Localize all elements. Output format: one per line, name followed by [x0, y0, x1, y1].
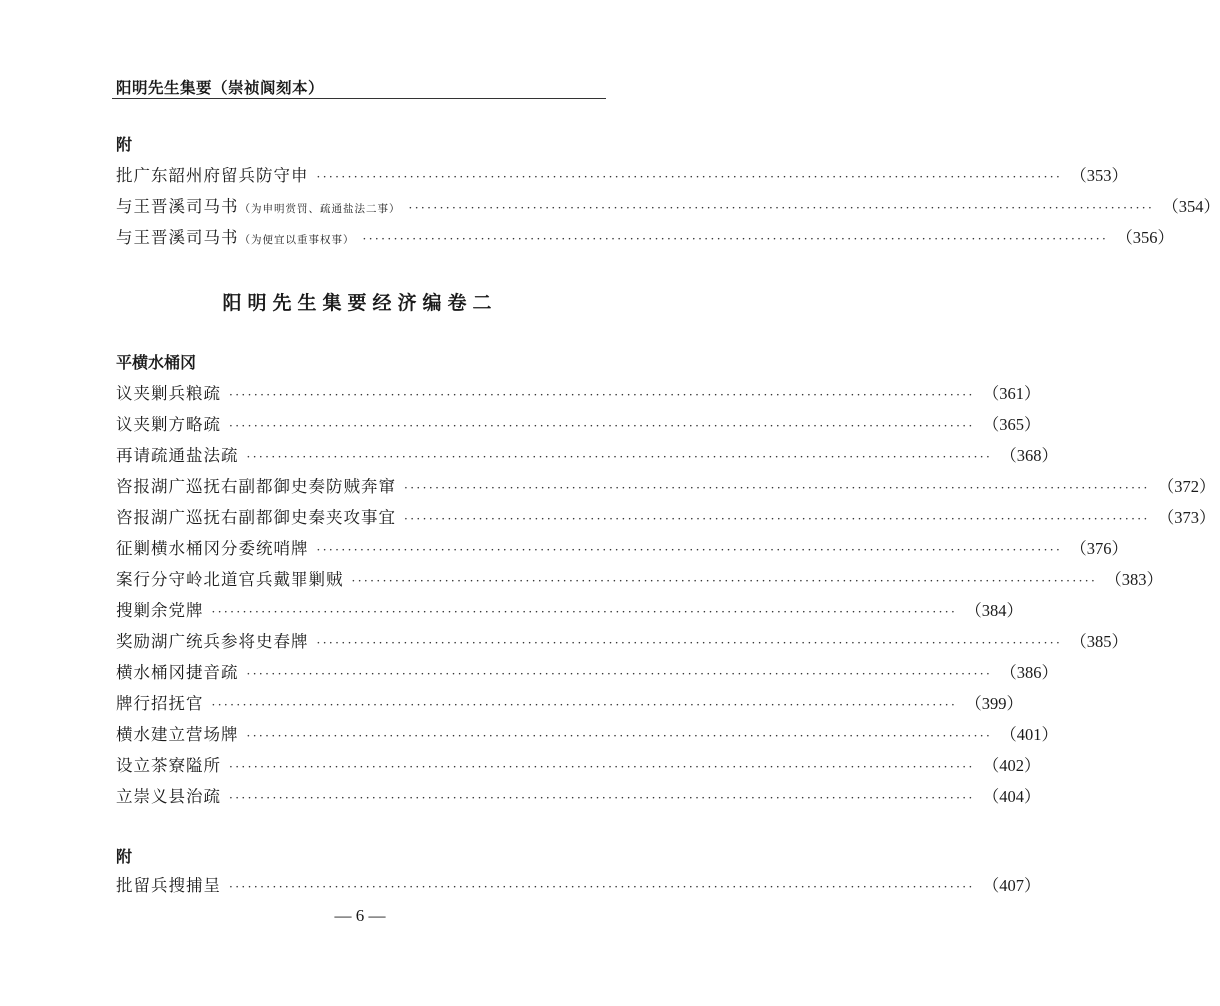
toc-entry-page: （353） — [1070, 166, 1128, 185]
toc-entry — [116, 597, 1023, 621]
toc-entry-page: （401） — [1000, 725, 1058, 744]
toc-entry — [116, 473, 1216, 497]
toc-entry — [116, 442, 1058, 466]
toc-entry-title: 横水桶冈捷音疏 — [116, 663, 239, 682]
dot-leader: ························································································································ — [229, 880, 975, 894]
toc-entry-page: （361） — [982, 384, 1041, 403]
toc-entry-title: 咨报湖广巡抚右副都御史秦夹攻事宜 — [116, 508, 396, 527]
toc-entry-page: （356） — [1116, 228, 1174, 247]
toc-entry — [116, 628, 1128, 652]
dot-leader: ························································································································ — [229, 760, 975, 774]
toc-entry-note: （为申明赏罚、疏通盐法二事） — [239, 203, 401, 215]
dot-leader: ························································································································ — [404, 481, 1150, 495]
toc-entry-title: 批广东韶州府留兵防守申 — [116, 166, 309, 185]
dot-leader: ························································································································ — [211, 605, 958, 619]
section-label: 平横水桶冈 — [116, 353, 197, 372]
volume-title: 阳明先生集要经济编卷二 — [222, 292, 498, 314]
toc-entry — [116, 193, 1220, 217]
dot-leader: ························································································································ — [351, 574, 1098, 588]
dot-leader: ························································································································ — [316, 636, 1063, 650]
toc-entry — [116, 566, 1163, 590]
toc-entry-page: （373） — [1157, 508, 1216, 527]
toc-entry-title: 议夹剿兵粮疏 — [116, 384, 221, 403]
toc-entry — [116, 380, 1041, 404]
dot-leader: ························································································································ — [362, 232, 1109, 246]
toc-entry-page: （385） — [1070, 632, 1128, 651]
toc-entry-title: 奖励湖广统兵参将史春牌 — [116, 632, 309, 651]
toc-entry-page: （407） — [982, 876, 1041, 895]
toc-entry-title: 案行分守岭北道官兵戴罪剿贼 — [116, 570, 344, 589]
toc-entry — [116, 535, 1128, 559]
dot-leader: ························································································································ — [229, 388, 975, 402]
toc-entry-title: 设立茶寮隘所 — [116, 756, 221, 775]
toc-entry-page: （354） — [1162, 197, 1220, 216]
dot-leader: ························································································································ — [246, 729, 993, 743]
toc-entry — [116, 752, 1041, 776]
toc-entry — [116, 721, 1058, 745]
toc-entry-title: 议夹剿方略疏 — [116, 415, 221, 434]
toc-entry — [116, 659, 1058, 683]
toc-entry-title: 横水建立营场牌 — [116, 725, 239, 744]
dot-leader: ························································································································ — [229, 419, 975, 433]
dot-leader: ························································································································ — [404, 512, 1150, 526]
dot-leader: ························································································································ — [229, 791, 975, 805]
toc-entry-title: 与王晋溪司马书 — [116, 228, 239, 247]
toc-entry — [116, 872, 1041, 896]
toc-entry-page: （386） — [1000, 663, 1058, 682]
running-head: 阳明先生集要（崇祯阆刻本） — [116, 79, 325, 97]
toc-entry-title: 牌行招抚官 — [116, 694, 204, 713]
toc-entry-page: （399） — [965, 694, 1023, 713]
toc-entry-title: 搜剿余党牌 — [116, 601, 204, 620]
toc-entry — [116, 783, 1041, 807]
dot-leader: ························································································································ — [246, 667, 993, 681]
appendix-label-2: 附 — [116, 847, 133, 866]
toc-entry-page: （365） — [982, 415, 1041, 434]
toc-entry-title: 再请疏通盐法疏 — [116, 446, 239, 465]
toc-entry-title: 批留兵搜捕呈 — [116, 876, 221, 895]
toc-entry — [116, 411, 1041, 435]
toc-entry — [116, 162, 1128, 186]
dot-leader: ························································································································ — [246, 450, 993, 464]
dot-leader: ························································································································ — [316, 543, 1063, 557]
toc-entry-title: 与王晋溪司马书 — [116, 197, 239, 216]
toc-entry-page: （368） — [1000, 446, 1058, 465]
toc-entry-page: （376） — [1070, 539, 1128, 558]
header-rule — [112, 98, 606, 99]
toc-entry-page: （372） — [1157, 477, 1216, 496]
toc-entry-page: （404） — [982, 787, 1041, 806]
toc-entry — [116, 690, 1023, 714]
dot-leader: ························································································································ — [408, 201, 1155, 215]
toc-entry — [116, 504, 1216, 528]
toc-entry-title: 征剿横水桶冈分委统哨牌 — [116, 539, 309, 558]
toc-entry-page: （384） — [965, 601, 1023, 620]
toc-entry-page: （383） — [1105, 570, 1163, 589]
toc-entry-title: 立崇义县治疏 — [116, 787, 221, 806]
toc-entry-title: 咨报湖广巡抚右副都御史奏防贼奔窜 — [116, 477, 396, 496]
toc-entry-note: （为便宜以重事权事） — [239, 234, 355, 246]
toc-entry-page: （402） — [982, 756, 1041, 775]
dot-leader: ························································································································ — [316, 170, 1063, 184]
dot-leader: ························································································································ — [211, 698, 958, 712]
page-folio: — 6 — — [334, 906, 386, 925]
appendix-label: 附 — [116, 135, 133, 154]
toc-entry — [116, 224, 1174, 248]
